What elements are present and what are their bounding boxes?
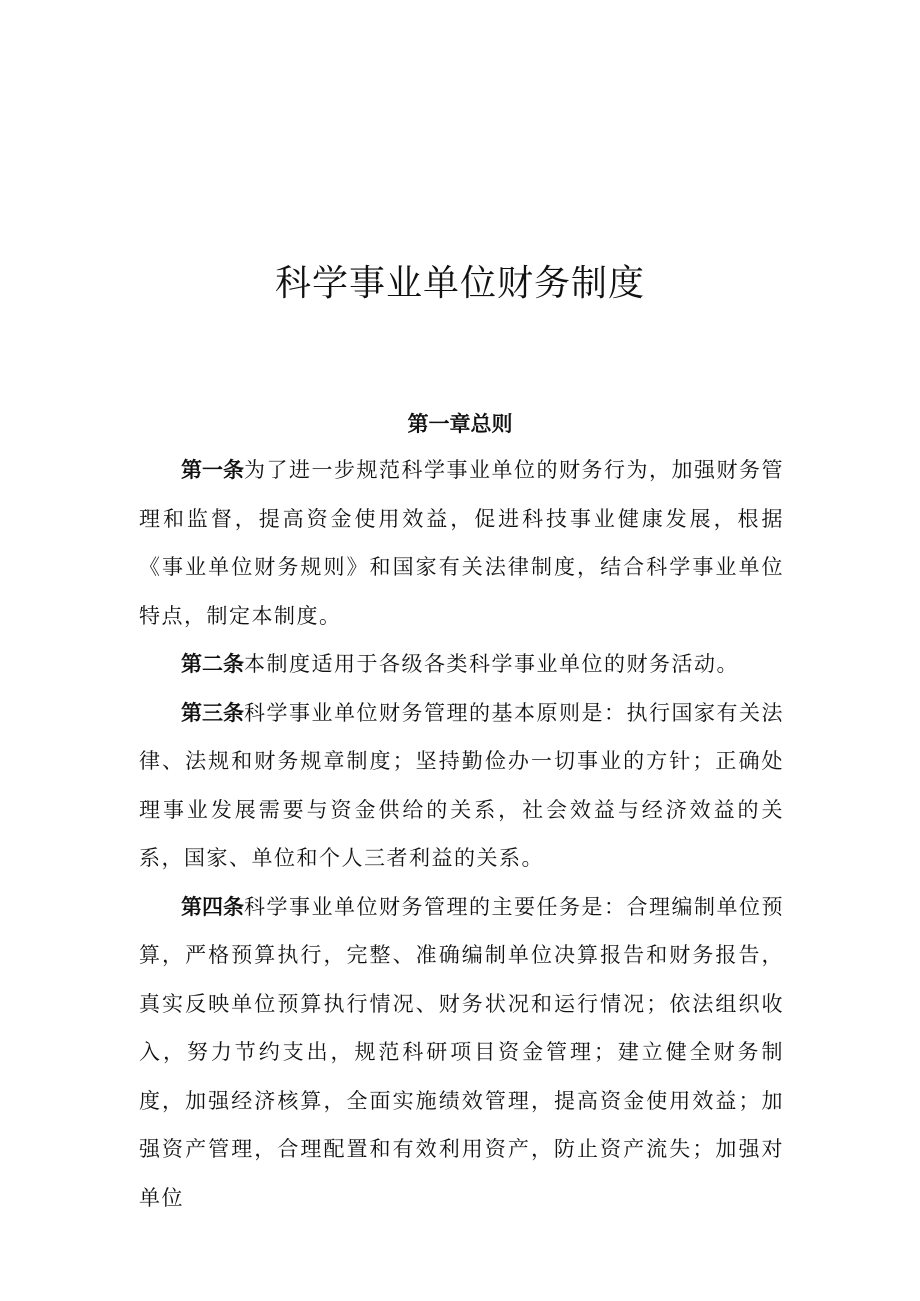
document-body [139,446,784,1222]
article-1 [139,446,784,640]
article-2 [139,640,784,689]
article-text: 为了进一步规范科学事业单位的财务行为，加强财务管理和监督，提高资金使用效益，促进科技事业健康发展，根据《事业单位财务规则》和国家有关法律制度，结合科学事业单位特点，制定本制度。 [139,458,784,628]
article-text: 本制度适用于各级各类科学事业单位的财务活动。 [244,652,739,676]
article-3 [139,689,784,883]
article-label: 第一条 [181,458,244,482]
article-label: 第四条 [181,894,244,919]
chapter-title: 第一章总则 [407,412,513,436]
article-text: 科学事业单位财务管理的基本原则是：执行国家有关法律、法规和财务规章制度；坚持勤俭办一切事业的方针；正确处理事业发展需要与资金供给的关系，社会效益与经济效益的关系，国家、单位和个人三者利益的关系。 [139,700,784,870]
article-label: 第二条 [181,652,244,676]
article-4 [139,883,784,1223]
document-title: 科学事业单位财务制度 [274,263,645,304]
article-label: 第三条 [181,700,244,725]
article-text: 科学事业单位财务管理的主要任务是：合理编制单位预算，严格预算执行，完整、准确编制单位决算报告和财务报告，真实反映单位预算执行情况、财务状况和运行情况；依法组织收入，努力节约支出，规范科研项目资金管理；建立健全财务制度，加强经济核算，全面实施绩效管理，提高资金使用效益；加强资产管理，合理配置和有效利用资产，防止资产流失；加强对单位 [139,894,784,1210]
